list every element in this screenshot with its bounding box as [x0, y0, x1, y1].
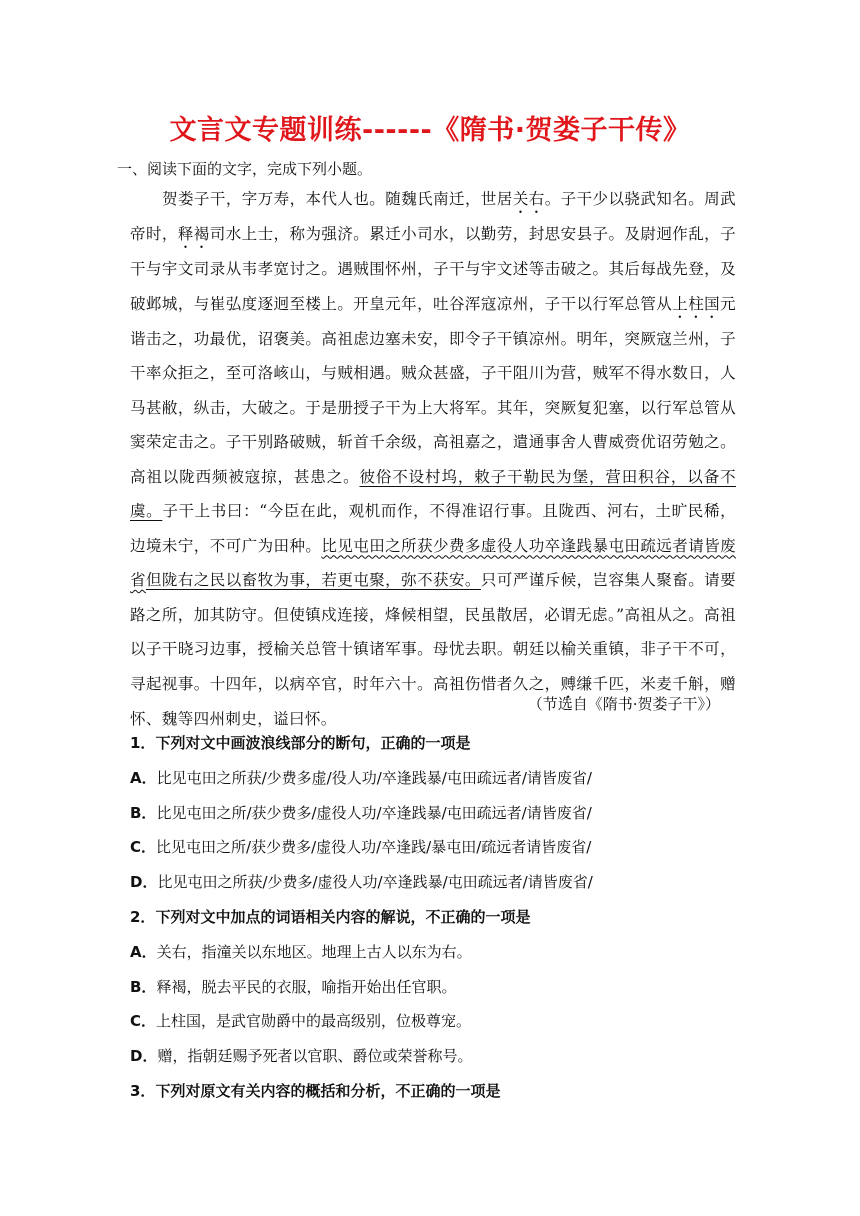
option-text: 释褐，脱去平民的衣服，喻指开始出任官职。: [156, 977, 457, 996]
question-stem: [130, 900, 750, 935]
option-label: D．: [130, 1047, 158, 1066]
option-text: 赠，指朝廷赐予死者以官职、爵位或荣誉称号。: [157, 1047, 473, 1066]
option-text: 比见屯田之所获/少费多虚/役人功/卒逢践暴/屯田疏远者/请皆废省/: [156, 768, 592, 787]
option-text: 上柱国，是武官勋爵中的最高级别，位极尊宠。: [156, 1012, 472, 1031]
passage-text: 缣千匹，米麦千斛，赠怀、魏等四州刺史，谥曰怀。: [130, 674, 736, 728]
question-list: [130, 726, 750, 1109]
question-number: 3．: [130, 1081, 156, 1100]
source-citation: （节选自《隋书·贺娄子干》）: [527, 695, 720, 713]
option-text: 比见屯田之所获/少费多/虚役人功/卒逢践暴/屯田疏远者/请皆废省/: [157, 873, 593, 892]
option-row: [130, 1004, 750, 1039]
question-number: 2．: [130, 907, 156, 926]
option-row: [130, 970, 750, 1005]
option-row: [130, 761, 750, 796]
option-label: B．: [130, 803, 157, 822]
option-label: C．: [130, 1012, 157, 1031]
question-text: 下列对文中加点的词语相关内容的解说，不正确的一项是: [155, 907, 531, 926]
option-label: C．: [130, 838, 157, 857]
option-label: A．: [130, 768, 157, 787]
question-number: 1．: [130, 734, 156, 752]
page-title: 文言文专题训练------《隋书·贺娄子干传》: [169, 115, 691, 146]
option-label: A．: [130, 942, 157, 961]
question-stem: [130, 1074, 750, 1109]
option-label: B．: [130, 977, 157, 996]
passage-text: 子干上书曰：“今臣在此，观机而作，不得准诏行事。且陇西、河右，土旷民稀，边境未宁，不可广为田种。: [130, 502, 736, 555]
option-row: [130, 865, 750, 900]
option-row: [130, 935, 750, 970]
passage-text: 。子干少以骁武知名。周武帝时，: [130, 190, 736, 243]
option-row: [130, 796, 750, 831]
wavy-underlined-sentence: 比见屯田之所获少费多虚役人功卒逢践暴屯田疏远者请皆废省: [130, 536, 736, 589]
option-row: [130, 830, 750, 865]
question-stem: [130, 726, 750, 761]
question-text: 下列对原文有关内容的概括和分析，不正确的一项是: [155, 1081, 501, 1100]
dotted-term-fu: 赙: [560, 674, 577, 693]
option-text: 比见屯田之所/获少费多/虚役人功/卒逢践/暴屯田/疏远者请皆废省/: [156, 838, 592, 857]
option-row: [130, 1039, 750, 1074]
passage-text: 司水上士，称为强济。累迁小司水，以勤劳，封思安县子。及尉迥作乱，子干与宇文司录从韦孝宽讨之。遇贼围怀州，子干与宇文述等击破之。其后每战先登，及破邺城，与崔弘度逐迥至楼上。开皇元年，吐谷浑寇凉州，子干以行军总管从: [130, 225, 737, 313]
option-text: 关右，指潼关以东地区。地理上古人以东为右。: [156, 942, 472, 961]
classical-passage: [130, 182, 736, 736]
dotted-term-shihe: 释褐: [177, 225, 210, 243]
section-heading: 一、阅读下面的文字，完成下列小题。: [117, 160, 373, 178]
option-text: 比见屯田之所/获少费多/虚役人功/卒逢践暴/屯田疏远者/请皆废省/: [156, 803, 592, 822]
question-text: 下列对文中画波浪线部分的断句，正确的一项是: [155, 734, 471, 752]
dotted-term-guanyou: 关右: [512, 190, 545, 208]
underlined-sentence-2: 但陇右之民以畜牧为事，若更屯聚，弥不获安。: [145, 571, 481, 589]
passage-text: 只可严谨斥候，岂容集人聚畜。请要路之所，加其防守。但使镇戍连接，烽候相望，民虽散居，必谓无虑。”高祖从之。高祖以子干晓习边事，授榆关总管十镇诸军事。母忧去职。朝廷以榆关重镇，非子干不可，寻起视事。十四年，以病卒官，时年六十。高祖伤惜者久之，: [130, 571, 736, 693]
dotted-term-shangzhuguo: 上柱国: [672, 294, 721, 313]
passage-text: 贺娄子干，字万寿，本代人也。随魏氏南迁，世居: [162, 190, 513, 208]
underlined-sentence-1: 彼俗不设村坞，敕子干勒民为堡，营田积谷，以备不虞。: [130, 467, 736, 520]
passage-text: 元谐击之，功最优，诏褒美。高祖虑边塞未安，即令子干镇凉州。明年，突厥寇兰州，子干率众拒之，至可洛峐山，与贼相遇。贼众甚盛，子干阻川为营，贼军不得水数日，人马甚敝，纵击，大破之。于是册授子干为上大将军。其年，突厥复犯塞，以行军总管从窦荣定击之。子干别路破贼，斩首千余级，高祖嘉之，遣通事舍人曹威赍优诏劳勉之。高祖以陇西频被寇掠，甚患之。: [130, 294, 737, 486]
option-label: D．: [130, 873, 158, 892]
